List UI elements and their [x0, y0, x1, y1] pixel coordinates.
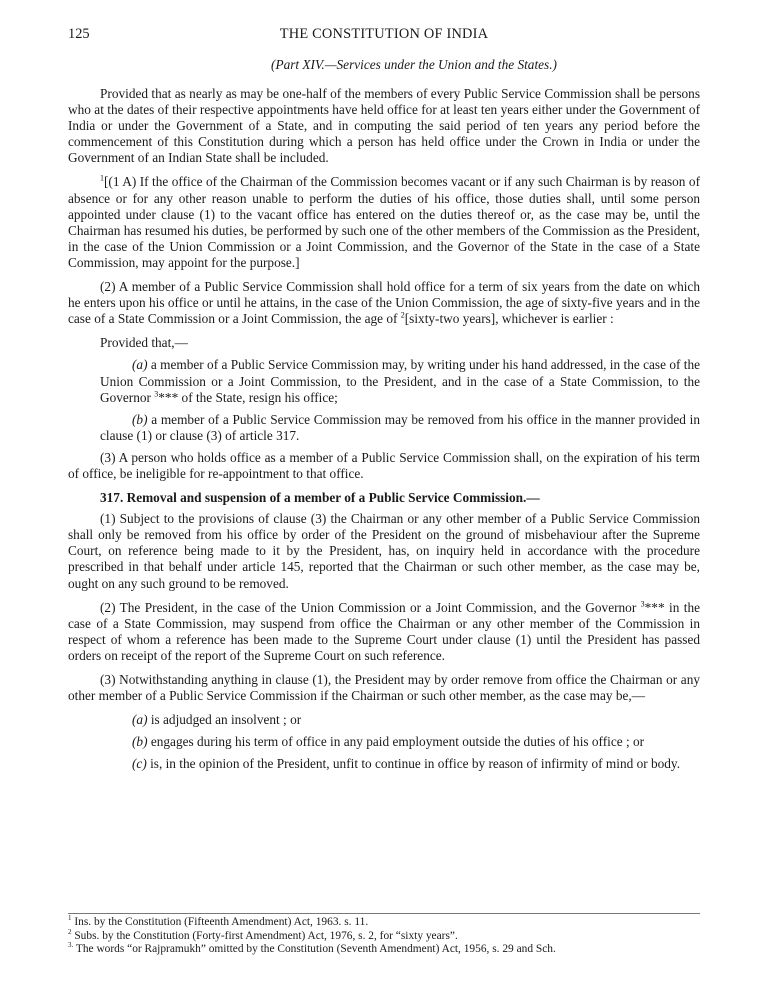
- running-title: THE CONSTITUTION OF INDIA: [279, 26, 489, 42]
- subclause-b: [68, 412, 700, 444]
- subclause-text-a: a member of a Public Service Commission may, by writing under his hand addressed, in the case of the Union Commission or a Joint Commission, to the President, and in the case of a State Commission, to the Governor: [100, 357, 700, 405]
- section-317-heading: 317. Removal and suspension of a member of a Public Service Commission.—: [100, 490, 540, 506]
- part-subtitle: (Part XIV.—Services under the Union and the States.): [271, 57, 557, 72]
- clause-2-text-b: [sixty-two years], whichever is earlier :: [404, 311, 614, 327]
- subclause-label: (c): [132, 756, 147, 772]
- footnote-ref: 3: [154, 389, 159, 399]
- section-317-clause-2: [68, 600, 700, 664]
- section-317-clause-1: (1) Subject to the provisions of clause (3) the Chairman or any other member of a Public Service Commission shall only be removed from his office by order of the President on the ground of misbehaviour after the Supreme Court, on reference being made to it by the President, has, on inquiry held in accordance with the procedure prescribed in that behalf under article 145, reported that the Chairman or such other member, as the case may be, ought on any such ground to be removed.: [68, 511, 700, 591]
- clause-1a-text: [(1 A) If the office of the Chairman of the Commission becomes vacant or if any such Chairman is by reason of absence or for any other reason unable to perform the duties of his office, those duties shall, until some person appointed under clause (1) to the vacant office has entered on the duties thereof or, as the case may be, until the Chairman has resumed his duties, be performed by such one of the other members of the Commission as the President, in the case of the Union Commission or a Joint Commission, and the Governor of the State in the case of a State Commission, may appoint for the purpose.]: [68, 174, 700, 270]
- subclause-text: is adjudged an insolvent ; or: [147, 712, 302, 728]
- footnote-ref: 3: [640, 599, 645, 609]
- footnote-number: 3.: [68, 941, 74, 950]
- subclause-text: is, in the opinion of the President, unfit to continue in office by reason of infirmity of mind or body.: [146, 756, 681, 772]
- clause-2-text-a: (2) A member of a Public Service Commission shall hold office for a term of six years from the date on which he enters upon his office or until he attains, in the case of the Union Commission, the age of sixty-five years and in the case of a State Commission or a Joint Commission, the age of: [68, 279, 700, 327]
- provided-that: Provided that,—: [100, 335, 188, 351]
- clause-text-a: (2) The President, in the case of the Union Commission or a Joint Commission, and the Governor: [100, 599, 641, 615]
- footnote-text: Ins. by the Constitution (Fifteenth Amendment) Act, 1963. s. 11.: [71, 916, 369, 928]
- clause-2-paragraph: [68, 279, 700, 327]
- subclause-label: (a): [132, 712, 148, 728]
- subclause-text: engages during his term of office in any paid employment outside the duties of his office ; or: [147, 734, 645, 750]
- footnote-ref: 1: [100, 174, 104, 184]
- page-header: [68, 24, 700, 46]
- subclause-label: (b): [132, 734, 148, 750]
- footnote: [68, 916, 700, 930]
- clause-1a-paragraph: [68, 174, 700, 271]
- document-page: [68, 24, 700, 778]
- subclause-c: [68, 756, 700, 772]
- subclause-text: a member of a Public Service Commission may be removed from his office in the manner provided in clause (1) or clause (3) of article 317.: [100, 411, 700, 443]
- footnote: [68, 927, 700, 944]
- proviso-paragraph: Provided that as nearly as may be one-half of the members of every Public Service Commission shall be persons who at the dates of their respective appointments have held office for at least ten years either under the Government of India or under the Government of a State, and in computing the said period of ten years any period before the commencement of this Constitution during which a person has held office under the Crown in India or under the Government of an Indian State shall be included.: [68, 86, 700, 166]
- subclause-label: (b): [132, 411, 148, 427]
- footnote-text: The words “or Rajpramukh” omitted by the Constitution (Seventh Amendment) Act, 1956, s. 29 and Sch.: [73, 943, 556, 955]
- clause-3-paragraph: (3) A person who holds office as a member of a Public Service Commission shall, on the expiration of his term of office, be ineligible for re-appointment to that office.: [68, 449, 700, 481]
- subclause-label: (a): [132, 357, 148, 373]
- footnote-number: 1: [68, 914, 72, 923]
- section-317-clause-3: (3) Notwithstanding anything in clause (1), the President may by order remove from office the Chairman or any other member of a Public Service Commission if the Chairman or such other member, as the case may be,—: [68, 672, 700, 704]
- clause-text-b: *** in the case of a State Commission, may suspend from office the Chairman or any other member of the Commission in respect of whom a reference has been made to the Supreme Court under clause (1) until the President has passed orders on receipt of the report of the Supreme Court on such reference.: [68, 599, 700, 663]
- footnotes: [68, 913, 700, 957]
- subclause-text-b: *** of the State, resign his office;: [158, 389, 338, 405]
- page-number: 125: [68, 26, 90, 42]
- subclause-b: [68, 734, 700, 750]
- footnote-text: Subs. by the Constitution (Forty-first Amendment) Act, 1976, s. 2, for “sixty years”.: [71, 929, 458, 942]
- footnote-number: 2: [68, 927, 72, 936]
- subclause-a: [68, 357, 700, 405]
- footnote: [68, 943, 700, 957]
- footnote-ref: 2: [400, 310, 405, 320]
- subclause-a: [68, 712, 700, 728]
